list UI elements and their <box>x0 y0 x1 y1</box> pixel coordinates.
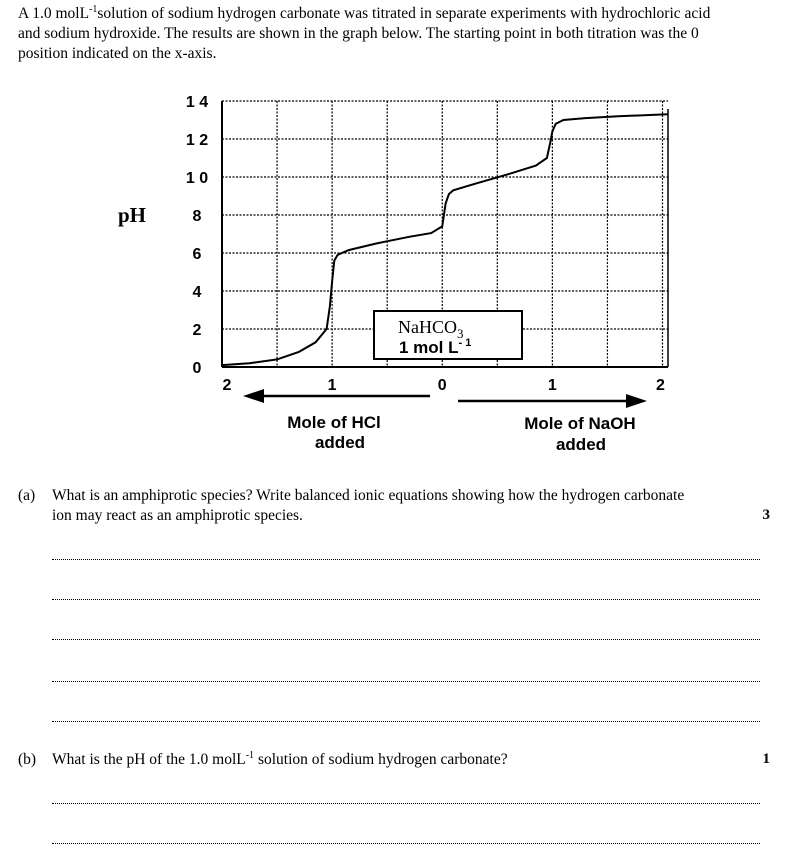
y-tick-labels <box>186 94 208 377</box>
intro-superscript: -1 <box>89 3 98 15</box>
titration-chart <box>0 85 788 470</box>
y-tick-label-1: 1 2 <box>185 132 209 149</box>
y-tick-label-7: 0 <box>192 360 202 377</box>
y-tick-label-5: 4 <box>192 284 202 301</box>
y-tick-label-4: 6 <box>192 246 202 263</box>
x-tick-label-3: 1 <box>547 377 557 394</box>
x-tick-label-1: 1 <box>327 377 337 394</box>
question-a-letter: (a) <box>18 487 36 504</box>
box-concentration: 1 mol L <box>399 338 459 357</box>
y-tick-label-3: 8 <box>192 208 202 225</box>
answer-line-b2[interactable] <box>52 843 760 844</box>
question-a <box>18 486 770 526</box>
question-b <box>18 750 770 772</box>
question-b-marks: 1 <box>762 751 770 767</box>
box-concentration-superscript: - 1 <box>458 337 472 349</box>
y-axis-label: pH <box>118 203 147 227</box>
answer-line-a2[interactable] <box>52 599 760 600</box>
answer-line-a3[interactable] <box>52 639 760 640</box>
y-tick-label-2: 1 0 <box>185 170 209 187</box>
answer-line-b1[interactable] <box>52 803 760 804</box>
question-b-letter: (b) <box>18 751 37 768</box>
nahco3-box <box>374 311 522 359</box>
question-b-text-end: solution of sodium hydrogen carbonate? <box>254 751 508 768</box>
intro-text-1: A 1.0 molL <box>18 5 90 22</box>
naoh-axis-label-line2: added <box>555 435 607 454</box>
question-a-marks: 3 <box>762 507 770 523</box>
question-b-text: What is the pH of the 1.0 molL <box>52 751 246 768</box>
x-tick-label-2: 0 <box>437 377 447 394</box>
x-tick-label-0: 2 <box>222 377 232 394</box>
hcl-axis-label: Mole of HCl <box>287 413 381 432</box>
answer-line-a5[interactable] <box>52 721 760 722</box>
x-tick-labels <box>223 377 665 394</box>
x-tick-label-4: 2 <box>656 377 665 394</box>
question-b-superscript: -1 <box>245 749 255 761</box>
answer-line-a1[interactable] <box>52 559 760 560</box>
y-tick-label-6: 2 <box>192 322 202 339</box>
question-intro <box>18 4 718 64</box>
question-a-text: What is an amphiprotic species? Write balanced ionic equations showing how the hydrogen carbonate ion may react as an amphiprotic species. <box>52 487 685 524</box>
box-formula-subscript: 3 <box>457 326 464 341</box>
hcl-axis-label-line2: added <box>314 433 366 452</box>
intro-text-2: solution of sodium hydrogen carbonate was titrated in separate experiments with hydrochloric acid and sodium hydroxide. The results are shown in the graph below. The starting point in both titration was the 0 position indicated on the x-axis. <box>18 5 711 62</box>
y-tick-label-0: 1 4 <box>185 94 209 111</box>
box-formula: NaHCO <box>398 317 457 337</box>
naoh-axis-label: Mole of NaOH <box>524 414 636 433</box>
naoh-arrow <box>458 394 647 408</box>
answer-line-a4[interactable] <box>52 681 760 682</box>
